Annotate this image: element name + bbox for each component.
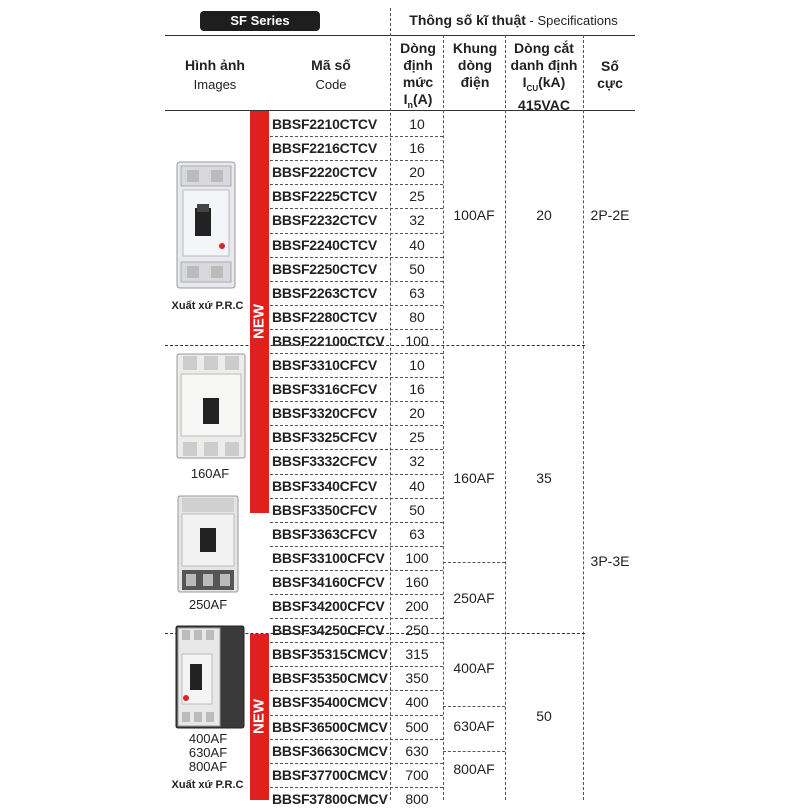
row-separator [270,136,443,137]
header-breaking-symbol: I [522,74,527,90]
new-badge-text-2: NEW [250,699,268,734]
header-breaking-unit: (kA) [538,74,566,90]
row-separator [270,690,443,691]
header-poles-l1: Số [601,58,619,74]
rated-current: 10 [409,116,425,132]
row-separator [270,353,443,354]
header-rating-symbol: I [403,91,408,107]
origin-caption-1: Xuất xứ P.R.C [171,300,244,312]
col-divider-code [390,8,391,800]
breaker-2p-image [175,160,237,290]
poles-3p-3e: 3P-3E [590,553,630,569]
product-code: BBSF34200CFCV [272,598,385,614]
header-breaking-l1: Dòng cắt [514,40,574,56]
frame-250af: 250AF [453,590,495,606]
specs-title-sep: - [525,13,538,28]
rated-current: 40 [409,477,425,494]
product-code: BBSF37700CMCV [272,766,388,783]
caption-250af: 250AF [188,597,228,612]
row-separator [270,546,443,547]
product-code: BBSF33100CFCV [272,549,385,566]
specifications-title [392,12,635,28]
group-sep-400-630 [443,706,505,707]
rated-current: 100 [405,332,429,349]
icu-20: 20 [536,207,552,223]
product-code: BBSF2263CTCV [272,284,377,301]
col-divider-icu [583,35,584,800]
row-separator [270,329,443,330]
product-code: BBSF35400CMCV [272,694,388,711]
rated-current: 40 [409,236,425,253]
product-code: BBSF3325CFCV [272,429,377,446]
rated-current: 10 [409,357,425,373]
row-separator [270,522,443,523]
rated-current: 50 [409,501,425,518]
caption-630af: 630AF [188,745,228,760]
header-rule-bottom [165,110,635,111]
rated-current: 63 [409,525,425,542]
header-images [165,58,265,97]
rated-current: 63 [409,284,425,301]
rated-current: 20 [409,164,425,181]
rated-current: 400 [405,694,429,711]
row-separator [270,257,443,258]
rated-current: 100 [405,549,429,566]
header-breaking-l2: danh định [510,57,578,73]
icu-35: 35 [536,470,552,486]
col-divider-rating [443,35,444,800]
rated-current: 700 [405,766,429,783]
header-rating-unit: (A) [412,91,433,107]
row-separator [270,208,443,209]
rated-current: 200 [405,598,429,614]
col-divider-frame [505,35,506,800]
product-code: BBSF36630CMCV [272,742,388,759]
product-code: BBSF35315CMCV [272,646,388,663]
row-separator [270,425,443,426]
row-separator [270,401,443,402]
frame-160af: 160AF [453,470,495,486]
caption-400af: 400AF [188,731,228,746]
rated-current: 25 [409,188,425,205]
frame-400af: 400AF [453,660,495,676]
rated-current: 350 [405,670,429,687]
row-separator [270,618,443,619]
rated-current: 630 [405,742,429,759]
caption-800af: 800AF [188,759,228,774]
product-code: BBSF34160CFCV [272,573,385,590]
header-poles [585,58,635,92]
group-sep-160-250 [443,562,505,563]
product-code: BBSF3363CFCV [272,525,377,542]
rated-current: 800 [405,790,429,807]
breaker-160af-image [175,352,247,460]
product-code: BBSF37800CMCV [272,790,388,807]
header-frame-l3: điện [460,74,490,90]
caption-160af: 160AF [190,466,230,481]
row-separator [270,281,443,282]
header-breaking-sub: CU [526,83,539,93]
header-rating-l3: mức [402,74,434,90]
series-label: SF Series [200,11,320,31]
row-separator [270,449,443,450]
header-code-en: Code [315,77,347,92]
row-separator [270,570,443,571]
poles-2p-2e: 2P-2E [590,207,630,223]
group-sep-2p [165,345,585,346]
product-code: BBSF3350CFCV [272,501,377,518]
row-separator [270,160,443,161]
row-separator [270,666,443,667]
header-code-vi: Mã số [311,57,351,73]
frame-100af: 100AF [453,207,495,223]
header-images-en: Images [193,77,237,92]
row-separator [270,184,443,185]
row-separator [270,715,443,716]
header-rating [393,40,443,113]
product-code: BBSF3332CFCV [272,453,377,470]
rated-current: 315 [405,646,429,663]
row-separator [270,474,443,475]
new-badge-text-1: NEW [250,304,268,339]
frame-800af: 800AF [453,761,495,777]
row-separator [270,305,443,306]
rated-current: 32 [409,453,425,470]
icu-50: 50 [536,708,552,724]
product-code: BBSF2210CTCV [272,116,377,132]
rated-current: 25 [409,429,425,446]
group-sep-630-800 [443,751,505,752]
product-code: BBSF2250CTCV [272,260,377,277]
origin-caption-2: Xuất xứ P.R.C [171,779,244,791]
header-rating-l2: định [403,57,433,73]
row-separator [270,498,443,499]
header-frame-l1: Khung [452,40,498,56]
product-code: BBSF2220CTCV [272,164,377,181]
header-images-vi: Hình ảnh [185,57,245,73]
header-frame-l2: dòng [457,57,493,73]
product-code: BBSF2240CTCV [272,236,377,253]
row-separator [270,763,443,764]
breaker-400-800af-image [174,624,246,730]
header-code [272,58,390,97]
product-code: BBSF34250CFCV [272,622,385,639]
product-code: BBSF2216CTCV [272,140,377,157]
row-separator [270,739,443,740]
product-code: BBSF2280CTCV [272,308,377,325]
rated-current: 16 [409,140,425,157]
product-code: BBSF36500CMCV [272,718,388,735]
rated-current: 80 [409,308,425,325]
header-rule-top [165,35,635,36]
header-rating-sub: n [407,99,413,110]
header-frame [445,40,505,91]
product-code: BBSF3340CFCV [272,477,377,494]
product-code: BBSF22100CTCV [272,332,385,349]
specs-title-vi: Thông số kĩ thuật [409,12,526,28]
row-separator [270,233,443,234]
rated-current: 500 [405,718,429,735]
specs-title-en: Specifications [537,13,618,28]
header-poles-l2: cực [597,75,623,91]
rated-current: 160 [405,573,429,590]
product-code: BBSF2232CTCV [272,212,377,229]
row-separator [270,642,443,643]
breaker-250af-image [176,494,240,594]
product-code: BBSF2225CTCV [272,188,377,205]
header-rating-l1: Dòng [400,40,436,56]
rated-current: 50 [409,260,425,277]
rated-current: 250 [405,622,429,639]
product-code: BBSF3316CFCV [272,381,377,398]
rated-current: 20 [409,405,425,422]
product-code: BBSF3320CFCV [272,405,377,422]
frame-630af: 630AF [453,718,495,734]
caption-400-630-800af [168,732,248,774]
row-separator [270,377,443,378]
product-code: BBSF3310CFCV [272,357,377,373]
row-separator [270,594,443,595]
rated-current: 32 [409,212,425,229]
product-code: BBSF35350CMCV [272,670,388,687]
row-separator [270,787,443,788]
header-breaking-l4: 415VAC [518,96,570,113]
header-breaking [505,40,583,114]
rated-current: 16 [409,381,425,398]
